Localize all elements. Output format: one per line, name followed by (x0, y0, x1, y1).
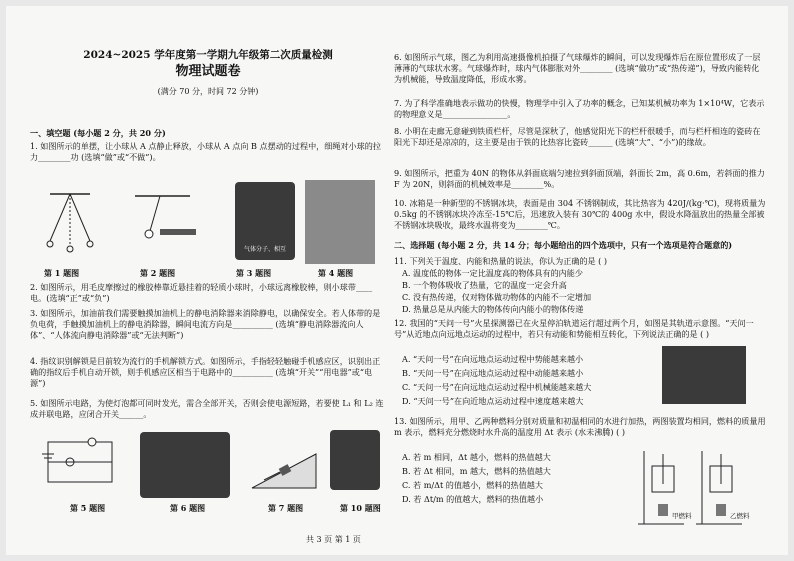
ice-cube-photo (330, 430, 380, 490)
q13-option-b: B. 若 Δt 相同，m 越大，燃料的热值越大 (402, 466, 551, 476)
caption-fig3: 第 3 题图 (236, 268, 272, 278)
question-1: 1. 如图所示的单摆，让小球从 A 点静止释放，小球从 A 点向 B 点摆动的过程中，细绳对小球的拉力________功 (选填“做”或“不做”)。 (30, 141, 381, 163)
q12-option-c: C. “天问一号”在向远地点运动过程中机械能越来越大 (402, 382, 592, 392)
q12-option-a: A. “天问一号”在向远地点运动过程中势能越来越小 (402, 354, 584, 364)
mars-orbit-figure (662, 346, 746, 404)
pendulum-figure (40, 186, 100, 258)
circuit-figure (40, 434, 120, 490)
question-11: 11. 下列关于温度、内能和热量的说法，你认为正确的是 ( ) (394, 256, 608, 266)
q13-option-c: C. 若 m/Δt 的值越小，燃料的热值越大 (402, 480, 543, 490)
q11-option-d: D. 热量总是从内能大的物体传向内能小的物体传递 (402, 304, 584, 314)
incline-figure (250, 446, 320, 492)
question-9: 9. 如图所示，把重为 40N 的物体从斜面底端匀速拉到斜面顶端，斜面长 2m，高 0.6m，若斜面的推力 F 为 20N，则斜面的机械效率是________%。 (394, 168, 765, 190)
question-2: 2. 如图所示，用毛皮摩擦过的橡胶棒靠近悬挂着的轻质小球时，小球远离橡胶棒，则小球带____电。(选填“正”或“负”) (30, 282, 373, 304)
balloon-photo (140, 432, 230, 498)
fingerprint-photo (305, 180, 375, 264)
fuel-label-b: 乙燃料 (730, 512, 750, 520)
section1-heading: 一、填空题 (每小题 2 分，共 20 分) (30, 128, 166, 138)
question-8: 8. 小明在走廊无意碰到铁质栏杆，尽管是深秋了，他感觉阳光下的栏杆很暖手，而与栏杆相连的瓷砖在阳光下却还是凉凉的，这主要是由于铁的比热容比瓷砖______ (选填“大”、“小”)的缘故。 (394, 126, 761, 148)
page-footer: 共 3 页 第 1 页 (306, 535, 361, 544)
gas-station-label: 气体分子、相互 (243, 246, 286, 253)
caption-fig5: 第 5 题图 (70, 503, 106, 513)
question-5: 5. 如图所示电路，为使灯泡都可同时发光，需合全部开关，否则会使电源短路，若要使 L₁ 和 L₂ 连成并联电路，应闭合开关______。 (30, 398, 384, 420)
question-12: 12. 我国的“天问一号”火星探测器已在火星停泊轨道运行超过两个月，如图是其轨道示意图。“天问一号”从近地点向远地点运动的过程中，若只有动能和势能相互转化，下列说法正确的是 ( ) (394, 318, 754, 340)
question-3: 3. 如图所示，加油前我们需要触摸加油机上的静电消除器来消除静电，以确保安全。若人体带的是负电荷，手触摸加油机上的静电消除器，瞬间电流方向是__________ (选填“静电消除器流向人体”、“人体流向静电消除器”或“无法判断”) (30, 308, 381, 341)
question-4: 4. 指纹识别解锁是目前较为流行的手机解锁方式。如图所示，手指轻轻触碰手机感应区，识别出正确的指纹后手机自动开锁，则手机感应区相当于电路中的__________ (选填“开关”“用电器”或“电源”) (30, 356, 381, 389)
caption-fig4: 第 4 题图 (318, 268, 354, 278)
exam-subject-title: 物理试题卷 (175, 64, 241, 79)
q12-option-b: B. “天问一号”在向远地点运动过程中动能越来越小 (402, 368, 584, 378)
charged-ball-figure (130, 191, 200, 251)
question-7: 7. 为了科学准确地表示做功的快慢，物理学中引入了功率的概念，已知某机械功率为 1×10⁴W，它表示的物理意义是________________。 (394, 98, 765, 120)
q11-option-b: B. 一个物体吸收了热量，它的温度一定会升高 (402, 280, 567, 290)
q13-option-a: A. 若 m 相同，Δt 越小，燃料的热值越大 (402, 452, 551, 462)
caption-fig6: 第 6 题图 (170, 503, 206, 513)
exam-page (6, 6, 788, 555)
caption-fig7: 第 7 题图 (268, 503, 304, 513)
q11-option-c: C. 没有热传递，仅对物体做功物体的内能不一定增加 (402, 292, 592, 302)
question-13: 13. 如图所示，用甲、乙两种燃料分别对质量和初温相同的水进行加热，两图装置均相同，燃料的质量用 m 表示，燃料充分燃烧时水升高的温度用 Δt 表示 (水未沸腾) ( ) (394, 416, 766, 438)
q11-option-a: A. 温度低的物体一定比温度高的物体具有的内能少 (402, 268, 583, 278)
fuel-label-a: 甲燃料 (672, 512, 692, 520)
question-6: 6. 如图所示气球，图乙为利用高速摄像机拍摄了气球爆炸的瞬间，可以发现爆炸后在原位置形成了一层薄薄的气球状水雾。气球爆炸时，球内气体膨胀对外________ (选填“做功”或“热传递”)，导致内能转化为机械能，导致温度降低，形成水雾。 (394, 52, 761, 85)
section2-heading: 二、选择题 (每小题 2 分，共 14 分；每小题给出的四个选项中，只有一个选项是符合题意的) (394, 240, 733, 250)
q12-option-d: D. “天问一号”在向近地点运动过程中速度越来越大 (402, 396, 584, 406)
exam-title: 2024~2025 学年度第一学期九年级第二次质量检测 (83, 49, 333, 61)
caption-fig2: 第 2 题图 (140, 268, 176, 278)
question-10: 10. 冰箱是一种新型的不锈钢冰块，表面是由 304 不锈钢制成，其比热容为 420J/(kg·℃)，现将质量为 0.5kg 的不锈钢冰块冷冻至-15℃后，迅速放入装有 30℃的 400g 水中，假设水降温放出的热量全部被不锈钢冰块吸收，最终水温将变为________℃。 (394, 198, 766, 231)
exam-info: (满分 70 分，时间 72 分钟) (157, 87, 259, 96)
caption-fig10: 第 10 题图 (340, 503, 381, 513)
q13-option-d: D. 若 Δt/m 的值越大，燃料的热值越小 (402, 494, 544, 504)
caption-fig1: 第 1 题图 (44, 268, 80, 278)
